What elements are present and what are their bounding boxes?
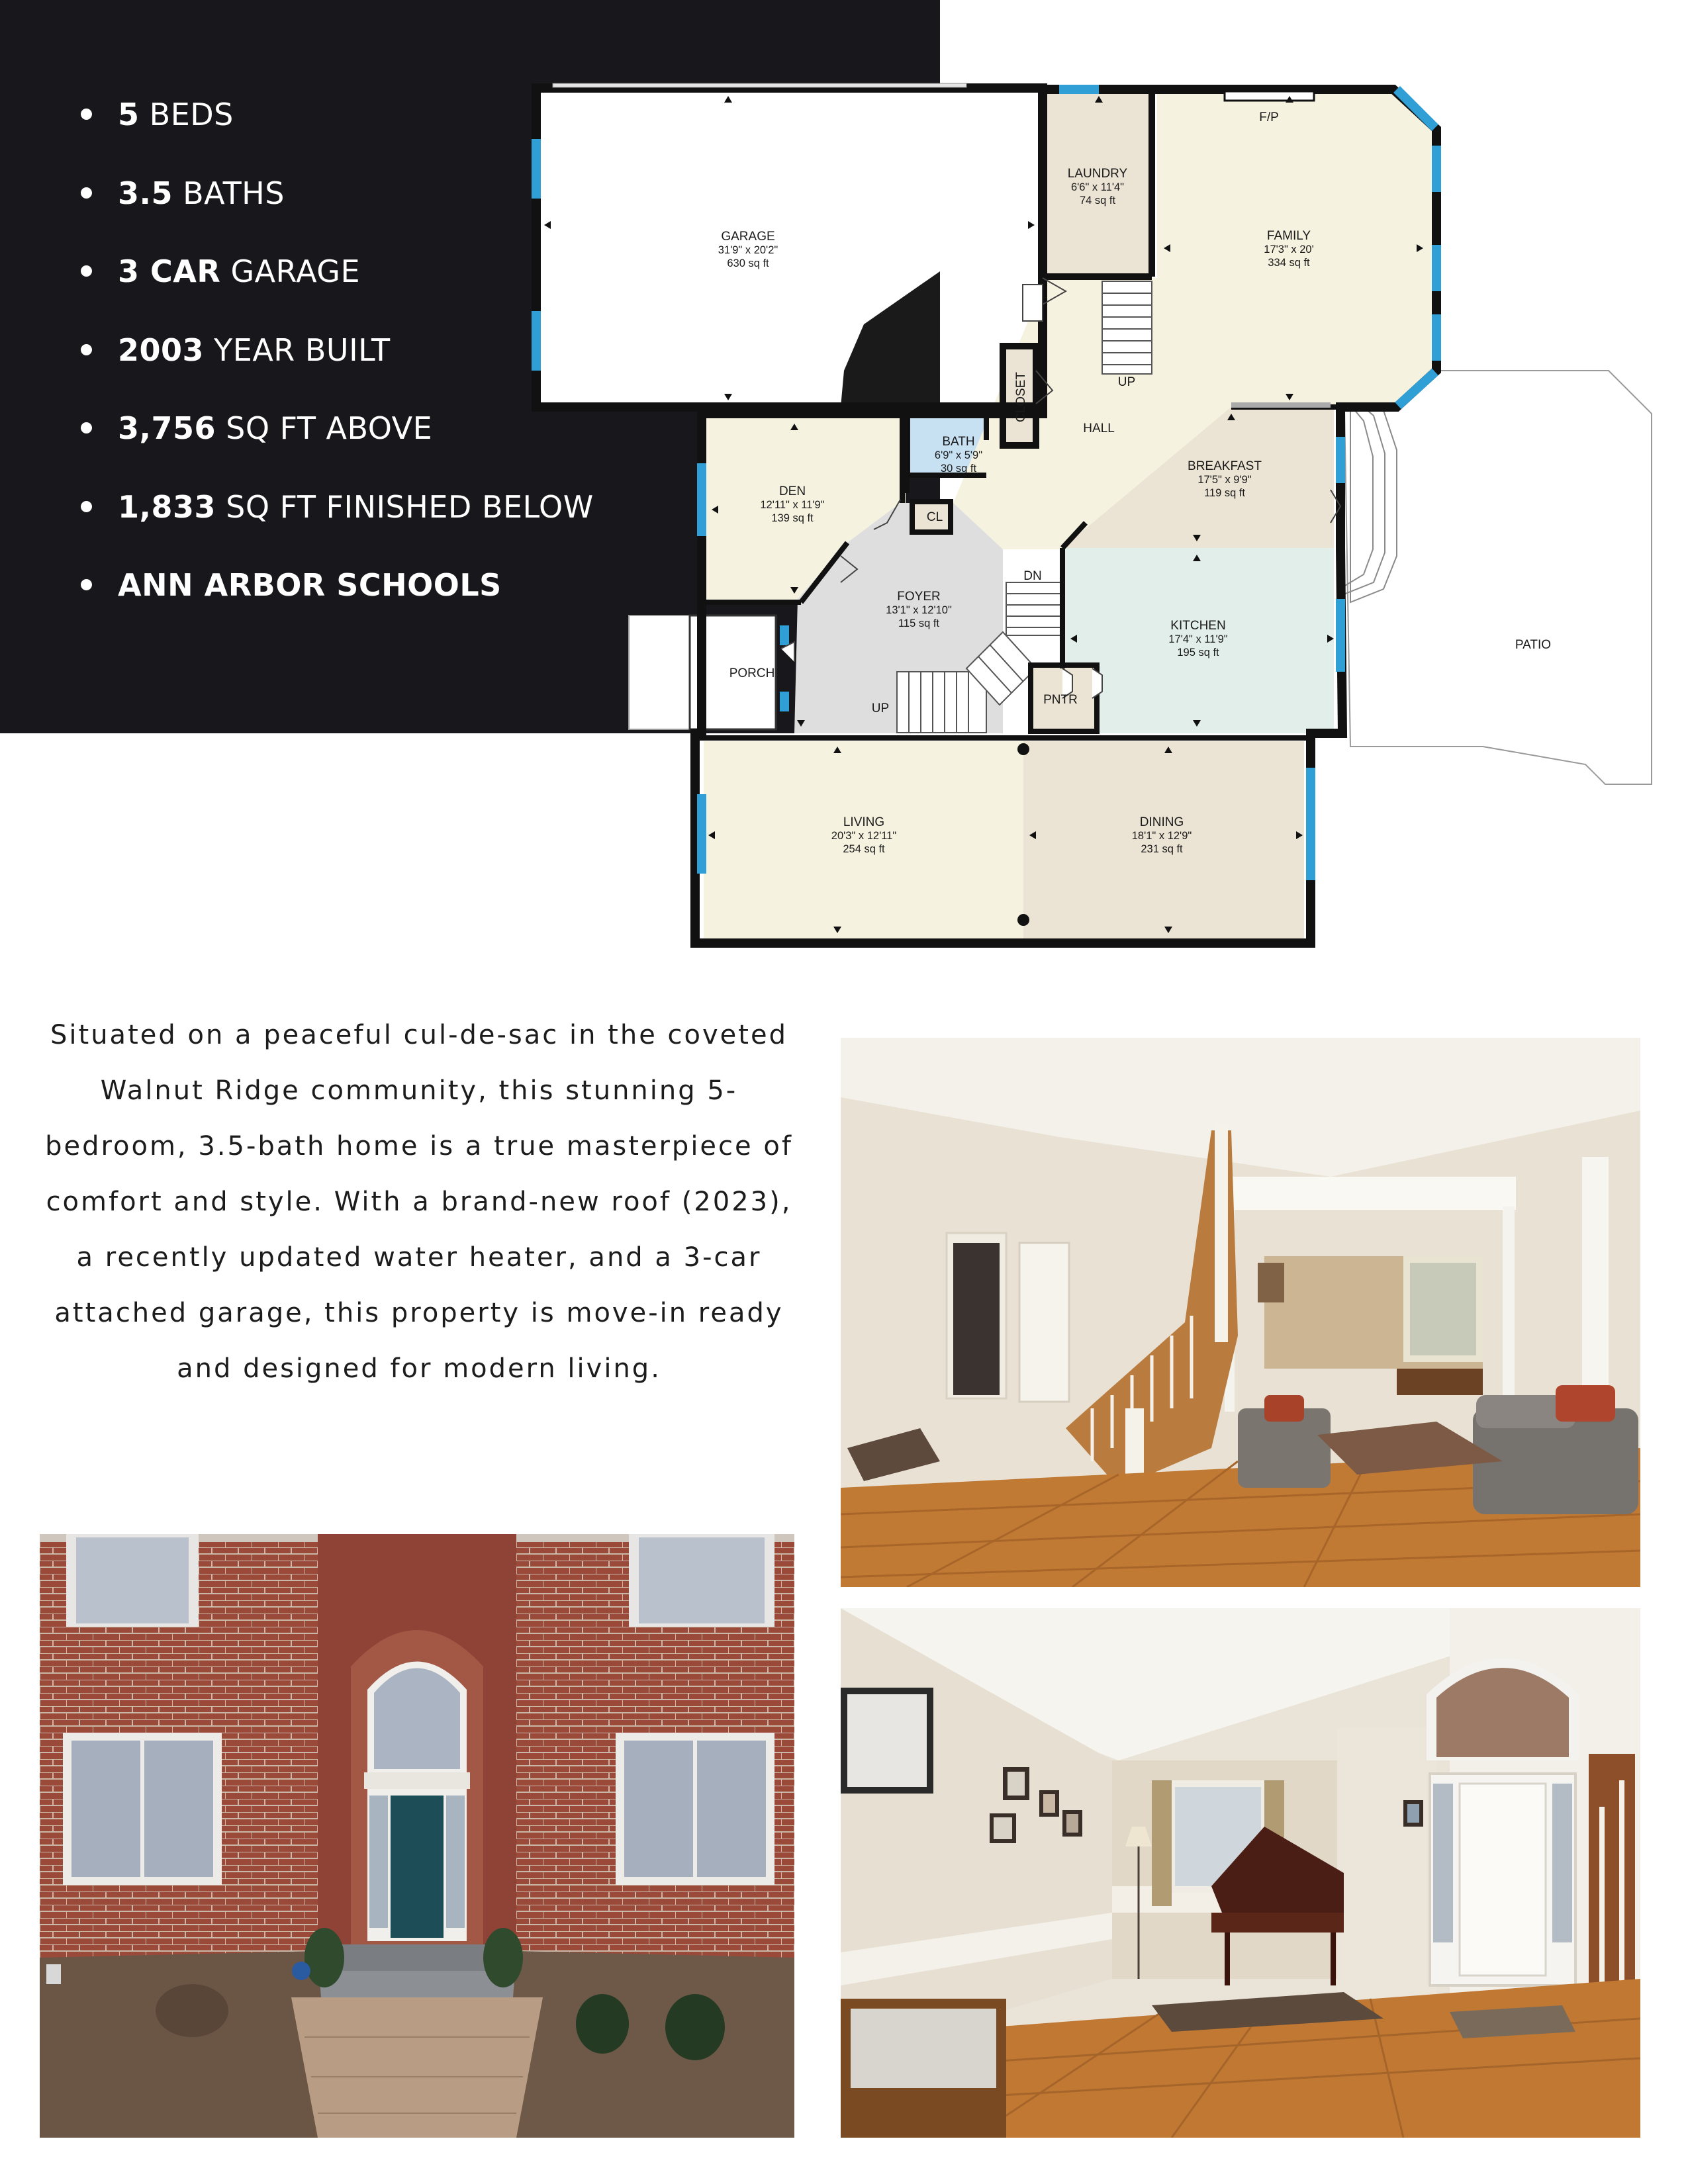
living-dims: 20'3" x 12'11" — [831, 830, 897, 842]
feature-year-built: 2003 YEAR BUILT — [78, 334, 594, 367]
kitchen-area: 195 sq ft — [1177, 647, 1219, 659]
column — [1017, 743, 1029, 755]
bullet-icon — [81, 422, 92, 433]
exterior-photo — [40, 1534, 794, 2138]
family-name: FAMILY — [1266, 229, 1311, 243]
floor-plan — [523, 73, 1668, 960]
breakfast-area: 119 sq ft — [1203, 487, 1246, 499]
bath-name: BATH — [942, 435, 975, 449]
feature-beds: 5 BEDS — [78, 98, 594, 131]
bullet-icon — [81, 344, 92, 355]
bullet-icon — [81, 579, 92, 590]
feature-sqft-below: 1,833 SQ FT FINISHED BELOW — [78, 490, 594, 523]
den-name: DEN — [778, 484, 806, 498]
family-dims: 17'3" x 20' — [1264, 244, 1314, 255]
den-dims: 12'11" x 11'9" — [760, 499, 825, 511]
foyer-up-label: UP — [871, 702, 890, 715]
counter — [1231, 402, 1331, 408]
pantry-label: PNTR — [1043, 693, 1078, 707]
stairs-up-label: UP — [1117, 375, 1136, 389]
fireplace — [1225, 91, 1314, 101]
kitchen-dims: 17'4" x 11'9" — [1168, 633, 1228, 645]
foyer-dims: 13'1" x 12'10" — [886, 604, 952, 616]
fireplace-label: F/P — [1259, 111, 1279, 124]
family-area: 334 sq ft — [1268, 257, 1310, 269]
porch-label: PORCH — [729, 666, 775, 680]
dining-area: 231 sq ft — [1141, 843, 1183, 855]
cl-label: CL — [926, 510, 943, 524]
bath-dims: 6'9" x 5'9" — [934, 449, 983, 461]
garage-door — [553, 83, 966, 87]
dining-name: DINING — [1139, 815, 1184, 829]
garage-name: GARAGE — [721, 230, 775, 244]
laundry-area: 74 sq ft — [1079, 195, 1116, 206]
hall-label: HALL — [1083, 422, 1115, 435]
interior-photo-piano — [841, 1608, 1640, 2138]
column — [1017, 914, 1029, 926]
bullet-icon — [81, 109, 92, 120]
garage-dims: 31'9" x 20'2" — [718, 244, 778, 256]
patio-label: PATIO — [1515, 638, 1552, 652]
garage-area: 630 sq ft — [727, 257, 769, 269]
stairs-down-label: DN — [1023, 569, 1042, 583]
den-area: 139 sq ft — [771, 512, 814, 524]
breakfast-dims: 17'5" x 9'9" — [1197, 474, 1252, 486]
foyer-area: 115 sq ft — [898, 617, 940, 629]
laundry-name: LAUNDRY — [1067, 167, 1128, 181]
feature-list — [78, 98, 594, 647]
dining-dims: 18'1" x 12'9" — [1131, 830, 1192, 842]
interior-photo-staircase — [841, 1038, 1640, 1587]
bath-area: 30 sq ft — [940, 463, 977, 475]
patio — [1344, 371, 1652, 784]
foyer-name: FOYER — [897, 590, 941, 604]
property-description: Situated on a peaceful cul-de-sac in the coveted Walnut Ridge community, this stunning 5-bedroom, 3.5-bath home is a true masterpiece of comfort and style. With a brand-new roof (2023), a recently updated water heater, and a 3-car attached garage, this property is move-in ready and designed for modern living. — [45, 1020, 793, 1384]
bullet-icon — [81, 187, 92, 199]
feature-garage: 3 CAR GARAGE — [78, 255, 594, 288]
feature-sqft-above: 3,756 SQ FT ABOVE — [78, 412, 594, 445]
living-name: LIVING — [843, 815, 885, 829]
bullet-icon — [81, 501, 92, 512]
kitchen-name: KITCHEN — [1170, 619, 1226, 633]
feature-schools: ANN ARBOR SCHOOLS — [78, 569, 594, 602]
closet-label: CLOSET — [1014, 371, 1028, 423]
laundry-dims: 6'6" x 11'4" — [1070, 181, 1125, 193]
living-area: 254 sq ft — [843, 843, 885, 855]
feature-baths: 3.5 BATHS — [78, 177, 594, 210]
bullet-icon — [81, 265, 92, 277]
garage-room — [536, 88, 1043, 407]
breakfast-name: BREAKFAST — [1188, 459, 1262, 473]
